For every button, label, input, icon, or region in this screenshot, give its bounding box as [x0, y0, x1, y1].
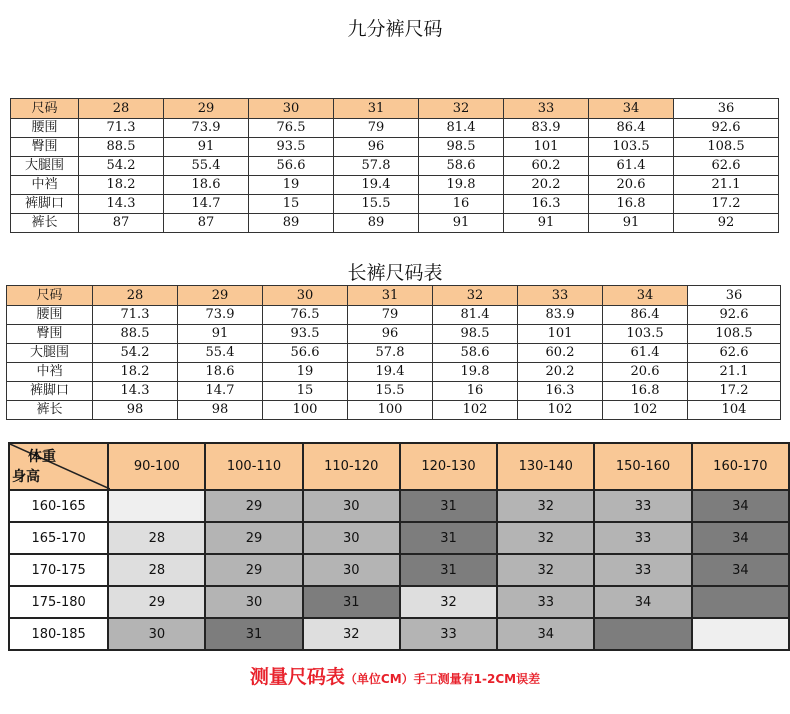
recommended-size-cell: 33 — [400, 618, 497, 650]
recommended-size-cell — [692, 618, 789, 650]
size-header-cell: 34 — [603, 286, 688, 306]
measurement-cell: 103.5 — [603, 325, 688, 344]
recommended-size-cell: 33 — [594, 554, 691, 586]
measurement-cell: 100 — [348, 401, 433, 420]
measurement-cell: 21.1 — [688, 363, 781, 382]
measurement-cell: 18.6 — [178, 363, 263, 382]
size-header-cell: 32 — [419, 99, 504, 119]
row-label-cell: 臀围 — [11, 138, 79, 157]
measurement-cell: 101 — [504, 138, 589, 157]
recommended-size-cell: 34 — [692, 490, 789, 522]
measurement-cell: 76.5 — [249, 119, 334, 138]
recommended-size-cell — [692, 586, 789, 618]
measurement-cell: 54.2 — [79, 157, 164, 176]
measurement-cell: 54.2 — [93, 344, 178, 363]
measurement-cell: 19 — [263, 363, 348, 382]
weight-range-header: 100-110 — [205, 443, 302, 490]
corner-weight-label: 体重 — [28, 449, 56, 465]
recommended-size-cell: 28 — [108, 522, 205, 554]
note-detail: （单位CM）手工测量有1-2CM误差 — [344, 672, 541, 686]
measurement-cell: 19.8 — [419, 176, 504, 195]
recommended-size-cell: 29 — [205, 522, 302, 554]
height-range-cell: 175-180 — [9, 586, 108, 618]
size-header-cell: 30 — [249, 99, 334, 119]
row-label-cell: 腰围 — [7, 306, 93, 325]
size-header-cell: 36 — [688, 286, 781, 306]
measurement-cell: 91 — [419, 214, 504, 233]
measurement-cell: 91 — [504, 214, 589, 233]
row-label-cell: 大腿围 — [11, 157, 79, 176]
table-row — [9, 618, 789, 650]
recommended-size-cell: 33 — [497, 586, 594, 618]
measurement-cell: 57.8 — [334, 157, 419, 176]
table-row — [11, 157, 779, 176]
table-row — [7, 306, 781, 325]
size-header-cell: 30 — [263, 286, 348, 306]
measurement-cell: 18.6 — [164, 176, 249, 195]
recommended-size-cell: 31 — [400, 490, 497, 522]
size-header-cell: 31 — [348, 286, 433, 306]
measurement-cell: 98 — [178, 401, 263, 420]
size-header-cell: 29 — [178, 286, 263, 306]
measurement-cell: 18.2 — [79, 176, 164, 195]
weight-range-header: 160-170 — [692, 443, 789, 490]
measurement-cell: 16.3 — [504, 195, 589, 214]
height-range-cell: 165-170 — [9, 522, 108, 554]
measurement-cell: 87 — [79, 214, 164, 233]
recommended-size-cell: 32 — [497, 554, 594, 586]
measurement-cell: 73.9 — [178, 306, 263, 325]
recommended-size-cell: 29 — [205, 490, 302, 522]
measurement-cell: 20.2 — [518, 363, 603, 382]
measurement-cell: 102 — [433, 401, 518, 420]
measurement-cell: 16.8 — [603, 382, 688, 401]
size-header-cell: 33 — [504, 99, 589, 119]
recommended-size-cell: 29 — [108, 586, 205, 618]
measurement-cell: 91 — [178, 325, 263, 344]
measurement-cell: 56.6 — [249, 157, 334, 176]
measurement-cell: 14.7 — [164, 195, 249, 214]
measurement-cell: 79 — [348, 306, 433, 325]
measurement-cell: 20.2 — [504, 176, 589, 195]
measurement-cell: 81.4 — [419, 119, 504, 138]
capri-size-table — [10, 98, 779, 233]
row-label-cell: 裤脚口 — [7, 382, 93, 401]
row-label-cell: 中裆 — [7, 363, 93, 382]
measurement-cell: 73.9 — [164, 119, 249, 138]
measurement-cell: 14.7 — [178, 382, 263, 401]
size-header-cell: 28 — [93, 286, 178, 306]
recommended-size-cell: 30 — [205, 586, 302, 618]
measurement-cell: 19.8 — [433, 363, 518, 382]
measurement-cell: 15 — [263, 382, 348, 401]
recommended-size-cell: 31 — [205, 618, 302, 650]
measurement-cell: 89 — [249, 214, 334, 233]
measurement-cell: 92.6 — [674, 119, 779, 138]
recommended-size-cell: 32 — [400, 586, 497, 618]
measurement-cell: 61.4 — [589, 157, 674, 176]
measurement-cell: 83.9 — [518, 306, 603, 325]
measurement-cell: 16 — [433, 382, 518, 401]
table-row — [9, 554, 789, 586]
weight-range-header: 110-120 — [303, 443, 400, 490]
measurement-cell: 21.1 — [674, 176, 779, 195]
measurement-cell: 101 — [518, 325, 603, 344]
measurement-cell: 83.9 — [504, 119, 589, 138]
row-label-cell: 中裆 — [11, 176, 79, 195]
measurement-cell: 104 — [688, 401, 781, 420]
header-row — [7, 286, 781, 306]
measurement-cell: 17.2 — [688, 382, 781, 401]
measurement-cell: 103.5 — [589, 138, 674, 157]
measurement-cell: 16.8 — [589, 195, 674, 214]
weight-header-row — [9, 443, 789, 490]
measurement-cell: 108.5 — [688, 325, 781, 344]
measurement-cell: 108.5 — [674, 138, 779, 157]
measurement-cell: 81.4 — [433, 306, 518, 325]
table-row — [11, 195, 779, 214]
size-header-cell: 32 — [433, 286, 518, 306]
measurement-cell: 92.6 — [688, 306, 781, 325]
recommended-size-cell: 30 — [108, 618, 205, 650]
recommended-size-cell: 34 — [594, 586, 691, 618]
measurement-cell: 19.4 — [348, 363, 433, 382]
measurement-cell: 98.5 — [433, 325, 518, 344]
header-label-cell: 尺码 — [7, 286, 93, 306]
measurement-cell: 20.6 — [603, 363, 688, 382]
row-label-cell: 裤长 — [11, 214, 79, 233]
measurement-cell: 19.4 — [334, 176, 419, 195]
measurement-cell: 100 — [263, 401, 348, 420]
measurement-cell: 55.4 — [164, 157, 249, 176]
recommended-size-cell: 34 — [497, 618, 594, 650]
measurement-cell: 86.4 — [589, 119, 674, 138]
measurement-cell: 71.3 — [93, 306, 178, 325]
table-row — [7, 325, 781, 344]
measurement-cell: 61.4 — [603, 344, 688, 363]
measurement-cell: 98.5 — [419, 138, 504, 157]
measurement-cell: 88.5 — [93, 325, 178, 344]
table-row — [7, 344, 781, 363]
capri-size-title: 九分裤尺码 — [347, 18, 443, 40]
size-header-cell: 29 — [164, 99, 249, 119]
long-size-table — [6, 285, 781, 420]
size-header-cell: 36 — [674, 99, 779, 119]
row-label-cell: 腰围 — [11, 119, 79, 138]
table-row — [9, 490, 789, 522]
recommended-size-cell: 33 — [594, 522, 691, 554]
size-header-cell: 33 — [518, 286, 603, 306]
measurement-cell: 60.2 — [518, 344, 603, 363]
measurement-cell: 15.5 — [334, 195, 419, 214]
header-row — [11, 99, 779, 119]
table-row — [11, 176, 779, 195]
measurement-cell: 98 — [93, 401, 178, 420]
measurement-cell: 17.2 — [674, 195, 779, 214]
recommended-size-cell: 34 — [692, 554, 789, 586]
table-row — [11, 214, 779, 233]
table-row — [11, 119, 779, 138]
table-row — [7, 363, 781, 382]
recommended-size-cell: 31 — [303, 586, 400, 618]
measurement-cell: 16 — [419, 195, 504, 214]
measurement-cell: 57.8 — [348, 344, 433, 363]
measurement-cell: 88.5 — [79, 138, 164, 157]
recommended-size-cell: 32 — [497, 522, 594, 554]
measurement-cell: 55.4 — [178, 344, 263, 363]
long-size-title: 长裤尺码表 — [347, 262, 443, 284]
recommended-size-cell: 32 — [303, 618, 400, 650]
measurement-cell: 93.5 — [249, 138, 334, 157]
weight-range-header: 130-140 — [497, 443, 594, 490]
table-row — [7, 401, 781, 420]
measurement-cell: 15.5 — [348, 382, 433, 401]
size-header-cell: 28 — [79, 99, 164, 119]
row-label-cell: 裤脚口 — [11, 195, 79, 214]
measurement-cell: 16.3 — [518, 382, 603, 401]
recommended-size-cell: 31 — [400, 522, 497, 554]
height-range-cell: 160-165 — [9, 490, 108, 522]
height-range-cell: 170-175 — [9, 554, 108, 586]
row-label-cell: 裤长 — [7, 401, 93, 420]
header-label-cell: 尺码 — [11, 99, 79, 119]
recommended-size-cell: 28 — [108, 554, 205, 586]
height-range-cell: 180-185 — [9, 618, 108, 650]
measurement-cell: 102 — [603, 401, 688, 420]
measurement-cell: 62.6 — [688, 344, 781, 363]
size-header-cell: 34 — [589, 99, 674, 119]
measurement-cell: 58.6 — [419, 157, 504, 176]
measurement-cell: 93.5 — [263, 325, 348, 344]
measurement-cell: 86.4 — [603, 306, 688, 325]
recommended-size-cell: 30 — [303, 522, 400, 554]
measurement-cell: 62.6 — [674, 157, 779, 176]
recommended-size-cell: 30 — [303, 554, 400, 586]
weight-range-header: 90-100 — [108, 443, 205, 490]
recommended-size-cell: 34 — [692, 522, 789, 554]
measurement-cell: 87 — [164, 214, 249, 233]
measurement-note — [0, 662, 790, 689]
measurement-cell: 96 — [348, 325, 433, 344]
measurement-cell: 14.3 — [93, 382, 178, 401]
recommended-size-cell — [108, 490, 205, 522]
measurement-cell: 19 — [249, 176, 334, 195]
measurement-cell: 60.2 — [504, 157, 589, 176]
measurement-cell: 96 — [334, 138, 419, 157]
recommended-size-cell: 30 — [303, 490, 400, 522]
table-row — [9, 586, 789, 618]
recommended-size-cell: 31 — [400, 554, 497, 586]
measurement-cell: 76.5 — [263, 306, 348, 325]
measurement-cell: 91 — [589, 214, 674, 233]
measurement-cell: 20.6 — [589, 176, 674, 195]
row-label-cell: 臀围 — [7, 325, 93, 344]
recommended-size-cell: 29 — [205, 554, 302, 586]
measurement-cell: 15 — [249, 195, 334, 214]
recommended-size-cell — [594, 618, 691, 650]
measurement-cell: 91 — [164, 138, 249, 157]
measurement-cell: 58.6 — [433, 344, 518, 363]
table-row — [11, 138, 779, 157]
measurement-cell: 89 — [334, 214, 419, 233]
measurement-cell: 102 — [518, 401, 603, 420]
measurement-cell: 79 — [334, 119, 419, 138]
recommended-size-cell: 33 — [594, 490, 691, 522]
weight-height-size-table — [8, 442, 790, 651]
size-header-cell: 31 — [334, 99, 419, 119]
measurement-cell: 14.3 — [79, 195, 164, 214]
recommended-size-cell: 32 — [497, 490, 594, 522]
table-row — [9, 522, 789, 554]
note-title: 测量尺码表 — [249, 666, 345, 688]
weight-range-header: 120-130 — [400, 443, 497, 490]
corner-cell — [9, 443, 108, 490]
measurement-cell: 71.3 — [79, 119, 164, 138]
weight-range-header: 150-160 — [594, 443, 691, 490]
measurement-cell: 56.6 — [263, 344, 348, 363]
row-label-cell: 大腿围 — [7, 344, 93, 363]
measurement-cell: 92 — [674, 214, 779, 233]
table-row — [7, 382, 781, 401]
corner-height-label: 身高 — [12, 469, 40, 485]
measurement-cell: 18.2 — [93, 363, 178, 382]
